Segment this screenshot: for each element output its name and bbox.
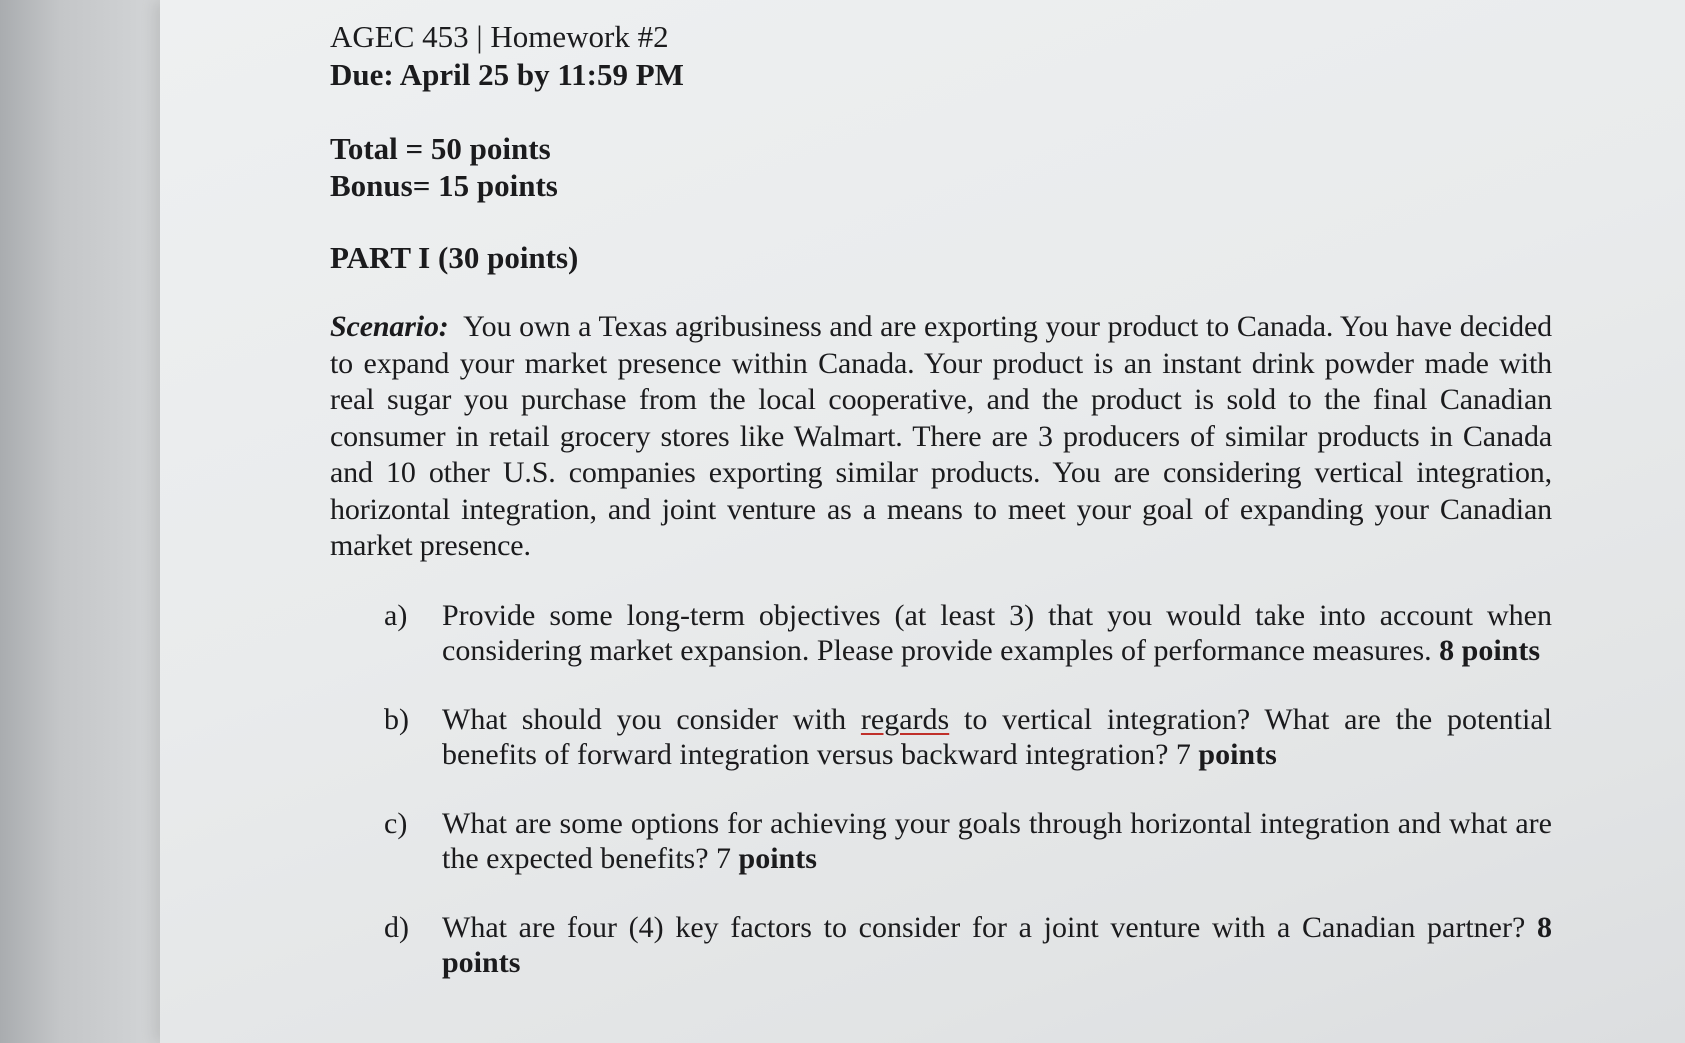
part-heading: PART I (30 points) xyxy=(330,240,579,275)
question-points: 8 points xyxy=(442,910,1552,979)
scenario-label: Scenario: xyxy=(330,310,449,343)
scenario-text: You own a Texas agribusiness and are exporting your product to Canada. You have decided to expand your market presence within Canada. Your product is an instant drink powder made with real sugar you purchase from the local cooperative, and the product is sold to the final Canadian consumer in retail grocery stores like Walmart. There are 3 producers of similar products in Canada and 10 other U.S. companies exporting similar products. You are considering vertical integration, horizontal integration, and joint venture as a means to meet your goal of expanding your Canadian market presence. xyxy=(330,310,1552,562)
assignment-title: AGEC 453 | Homework #2 xyxy=(330,19,669,54)
question-letter: b) xyxy=(384,702,409,736)
question-c xyxy=(330,806,1552,876)
question-text xyxy=(434,598,1552,668)
question-body: What are some options for achieving your goals through horizontal integration and what are the expected benefits? 7 xyxy=(442,806,1552,875)
bonus-points: Bonus= 15 points xyxy=(330,168,558,203)
total-points: Total = 50 points xyxy=(330,131,551,166)
question-points: points xyxy=(1198,737,1277,771)
question-body: What should you consider with xyxy=(442,702,847,736)
question-body: Provide some long-term objectives (at least 3) that you would take into account when considering market expansion. Please provide examples of performance measures. xyxy=(442,598,1552,667)
due-date: Due: April 25 by 11:59 PM xyxy=(330,57,684,92)
question-letter: a) xyxy=(384,598,408,632)
document-content xyxy=(330,18,1560,1014)
question-text xyxy=(434,806,1552,876)
points-summary xyxy=(330,130,1560,204)
question-letter: d) xyxy=(384,910,409,944)
question-list xyxy=(330,598,1552,980)
question-body: What are four (4) key factors to consider for a joint venture with a Canadian partner? xyxy=(442,910,1526,944)
question-a xyxy=(330,598,1552,668)
question-d xyxy=(330,910,1552,980)
question-points: 8 points xyxy=(1439,633,1541,667)
spellcheck-flagged-word: regards xyxy=(860,702,950,736)
question-text xyxy=(434,910,1552,980)
question-b xyxy=(330,702,1552,772)
scenario-paragraph xyxy=(330,309,1552,565)
question-letter: c) xyxy=(384,806,408,840)
question-points: points xyxy=(738,841,817,875)
question-body-continued: to vertical integration? What are the potential benefits of forward integration versus backward integration? 7 xyxy=(442,702,1552,771)
question-text xyxy=(434,702,1552,772)
